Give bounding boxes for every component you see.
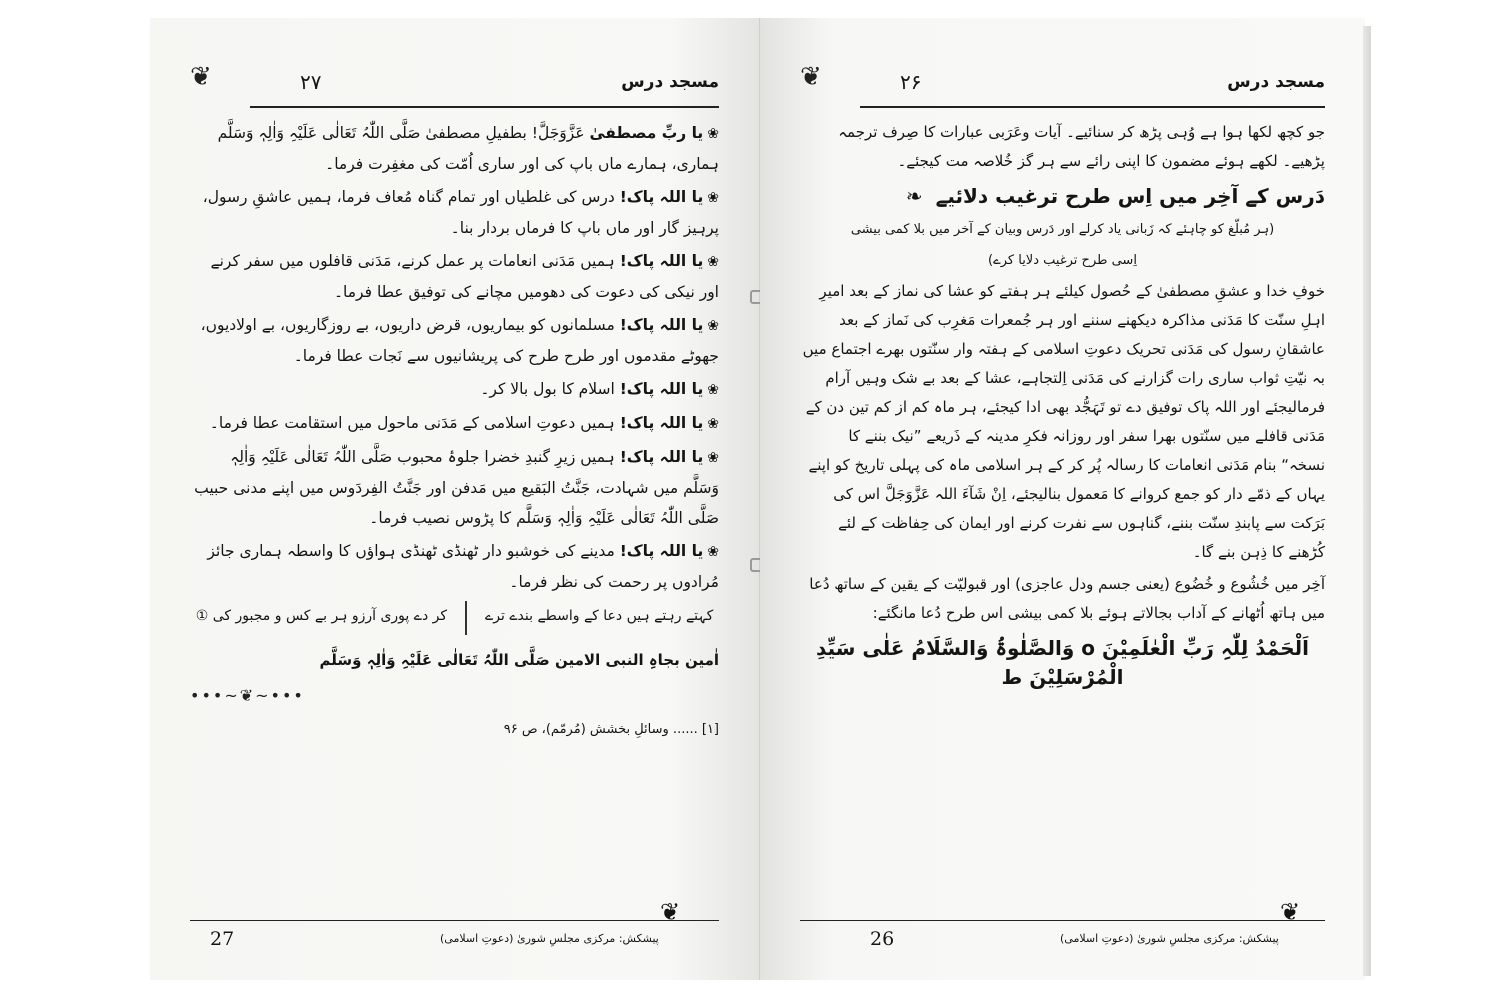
footer-ornament: ❦ <box>1280 898 1301 926</box>
couplet-first-line: کہتے رہتے ہیں دعا کے واسطے بندے ترے <box>485 608 714 624</box>
couplet-divider <box>465 601 467 635</box>
leaf-ornament-icon: ❧ <box>905 184 923 208</box>
dua-line <box>190 310 719 371</box>
flower-bullet-icon: ❀ <box>707 126 719 142</box>
dua-line <box>190 182 719 243</box>
note-line: (ہر مُبلّغ کو چاہئے کہ زَبانی یاد کرلے اور دَرس وبیان کے آخر میں بلا کمی بیشی <box>850 222 1275 237</box>
dua-lead: یا ربِّ مصطفیٰ <box>589 124 704 142</box>
dua-lead: یا اللہ پاک! <box>619 316 704 334</box>
flower-bullet-icon: ❀ <box>707 190 719 206</box>
dua-lead: یا اللہ پاک! <box>619 380 704 398</box>
dua-line <box>190 442 719 533</box>
poetry-couplet <box>190 601 719 635</box>
page-number: 26 <box>870 928 895 950</box>
dua-line <box>190 246 719 307</box>
dua-lead: یا اللہ پاک! <box>619 448 704 466</box>
header-rule <box>860 106 1325 108</box>
page-body <box>190 118 719 745</box>
dua-text: مسلمانوں کو بیماریوں، قرض داریوں، بے روزگاریوں، بے اولادیوں، جھوٹے مقدموں اور طرح طرح کی پریشانیوں سے نَجات عطا فرما۔ <box>200 316 719 365</box>
dua-lead: یا اللہ پاک! <box>619 542 704 560</box>
page-27 <box>150 18 760 980</box>
flower-bullet-icon: ❀ <box>707 450 719 466</box>
header-page-number: ۲۶ <box>900 70 922 94</box>
flower-bullet-icon: ❀ <box>707 254 719 270</box>
footer-credit: پیشکش: مرکزی مجلسِ شوریٰ (دعوتِ اسلامی) <box>1060 932 1279 945</box>
footer-credit: پیشکش: مرکزی مجلسِ شوریٰ (دعوتِ اسلامی) <box>440 932 659 945</box>
page-edge <box>1363 26 1371 976</box>
flower-bullet-icon: ❀ <box>707 382 719 398</box>
heading-text: دَرس کے آخِر میں اِس طرح ترغیب دلائیے <box>935 184 1325 208</box>
header-title: مسجد درس <box>1227 72 1325 92</box>
page-26 <box>760 18 1365 980</box>
arabic-dua: اَلْحَمْدُ لِلّٰہِ رَبِّ الْعٰلَمِیْنَ o وَالصَّلٰوۃُ وَالسَّلَامُ عَلٰی سَیِّدِ الْمُرْسَلِیْنَ ط <box>816 636 1309 689</box>
intro-text: جو کچھ لکھا ہوا ہے وُہی پڑھ کر سنائیے۔ آیات وعَرَبی عبارات کا صِرف ترجمہ پڑھیے۔ لکھے ہوئے مضمون کا اپنی رائے سے ہر گز خُلاصہ مت کیجئے۔ <box>838 123 1325 170</box>
page-footer <box>800 898 1325 960</box>
dua-lead: یا اللہ پاک! <box>619 414 704 432</box>
page-footer <box>190 898 719 960</box>
dua-line <box>190 408 719 439</box>
dua-lead: یا اللہ پاک! <box>619 188 704 206</box>
dua-line <box>190 536 719 597</box>
dua-line <box>190 118 719 179</box>
dua-text: درس کی غلطیاں اور تمام گناہ مُعاف فرما، ہمیں عاشقِ رسول، پرہیز گار اور ماں باپ کا فرماں بردار بنا۔ <box>202 188 719 237</box>
page-header <box>190 62 719 108</box>
dua-text: عَزَّوَجَلَّ! بطفیلِ مصطفیٰ صَلَّی اللّٰہُ تَعَالٰی عَلَیْہِ وَاٰلِہٖ وَسَلَّم ہماری، ہمارے ماں باپ کی اور ساری اُمّت کی مغفِرت فرما۔ <box>217 124 719 173</box>
footer-rule <box>800 920 1325 921</box>
dua-text: ہمیں زیرِ گنبدِ خضرا جلوۂ محبوب صَلَّی اللّٰہُ تَعَالٰی عَلَیْہِ وَاٰلِہٖ وَسَلَّم میں شہادت، جَنَّتُ البَقیع میں مَدفن اور جَنَّتُ الفِردَوس میں اپنے مدنی حبیب صَلَّی اللّٰہُ تَعَالٰی عَلَیْہِ وَاٰلِہٖ وَسَلَّم کا پڑوس نصیب فرما۔ <box>194 448 719 527</box>
flower-bullet-icon: ❀ <box>707 544 719 560</box>
corner-ornament: ❦ <box>800 62 822 92</box>
flower-bullet-icon: ❀ <box>707 318 719 334</box>
dua-text: اسلام کا بول بالا کر۔ <box>480 380 615 398</box>
note-line: اِسی طرح ترغیب دلایا کرے) <box>988 253 1137 268</box>
footnote: [۱] ...... وسائلِ بخشش (مُرمّم)، ص ۹۶ <box>503 722 719 737</box>
open-book <box>150 18 1365 980</box>
dua-text: ہمیں مَدَنی انعامات پر عمل کرنے، مَدَنی قافلوں میں سفر کرنے اور نیکی کی دعوت کی دھومیں مچانے کی توفیق عطا فرما۔ <box>210 252 719 301</box>
header-title: مسجد درس <box>621 72 719 92</box>
flower-bullet-icon: ❀ <box>707 416 719 432</box>
header-rule <box>250 106 719 108</box>
footer-rule <box>190 920 719 921</box>
dua-text: ہمیں دعوتِ اسلامی کے مَدَنی ماحول میں استقامت عطا فرما۔ <box>209 414 615 432</box>
page-header <box>800 62 1325 108</box>
main-paragraph: خوفِ خدا و عشقِ مصطفیٰ کے حُصول کیلئے ہر ہفتے کو عشا کی نماز کے بعد امیرِ اہلِ سنّت کا مَدَنی مذاکرہ دیکھنے سننے اور ہر جُمعرات مَغرِب کی نَماز کے بعد عاشقانِ رسول کی مَدَنی تحریک دعوتِ اسلامی کے ہفتہ وار سنّتوں بھرے اجتماع میں بہ نیّتِ ثواب ساری رات گزارنے کی مَدَنی اِلتجاہے، عشا کے بعد بے شک وہیں آرام فرمالیجئے اور اللہ پاک توفیق دے تو تَہَجُّد بھی ادا کیجئے، ہر ماہ کم از کم تین دن کے مَدَنی قافلے میں سنّتوں بھرا سفر اور روزانہ فکرِ مدینہ کے ذَریعے ”نیک بننے کا نسخہ“ بنام مَدَنی انعامات کا رسالہ پُر کر کے ہر اسلامی ماہ کی پہلی تاریخ کو اپنے یہاں کے ذمّے دار کو جمع کروانے کا مَعمول بنالیجئے، اِنْ شَآءَ اللہ عَزَّوَجَلَّ اس کی بَرَکت سے پابندِ سنّت بننے، گناہوں سے نفرت کرنے اور ایمان کی حِفاظت کے لئے کُڑھنے کا ذِہن بنے گا۔ <box>802 282 1325 561</box>
footer-ornament: ❦ <box>660 898 681 926</box>
couplet-second-line: کر دے پوری آرزو ہر بے کس و مجبور کی ① <box>195 608 448 624</box>
page-number: 27 <box>210 928 235 950</box>
aameen-line: اٰمین بجاہِ النبی الامین صَلَّی اللّٰہُ تَعَالٰی عَلَیْہِ وَاٰلِہٖ وَسَلَّم <box>319 651 719 669</box>
closing-paragraph: آخِر میں خُشُوع و خُضُوع (یعنی جسم ودل عاجزی) اور قبولیّت کے یقین کے ساتھ دُعا میں ہاتھ اُٹھانے کے آداب بجالاتے ہوئے بلا کمی بیشی اس طرح دُعا مانگئے: <box>809 575 1325 622</box>
dua-line <box>190 374 719 405</box>
header-page-number: ۲۷ <box>300 70 322 94</box>
dua-lead: یا اللہ پاک! <box>619 252 704 270</box>
page-body <box>800 118 1325 692</box>
divider-ornament: •••~❦~••• <box>190 686 305 705</box>
section-heading <box>800 182 1325 211</box>
corner-ornament: ❦ <box>190 62 212 92</box>
dua-text: مدینے کی خوشبو دار ٹھنڈی ٹھنڈی ہواؤں کا واسطہ ہماری جائز مُرادوں پر رحمت کی نظر فرما۔ <box>207 542 719 591</box>
